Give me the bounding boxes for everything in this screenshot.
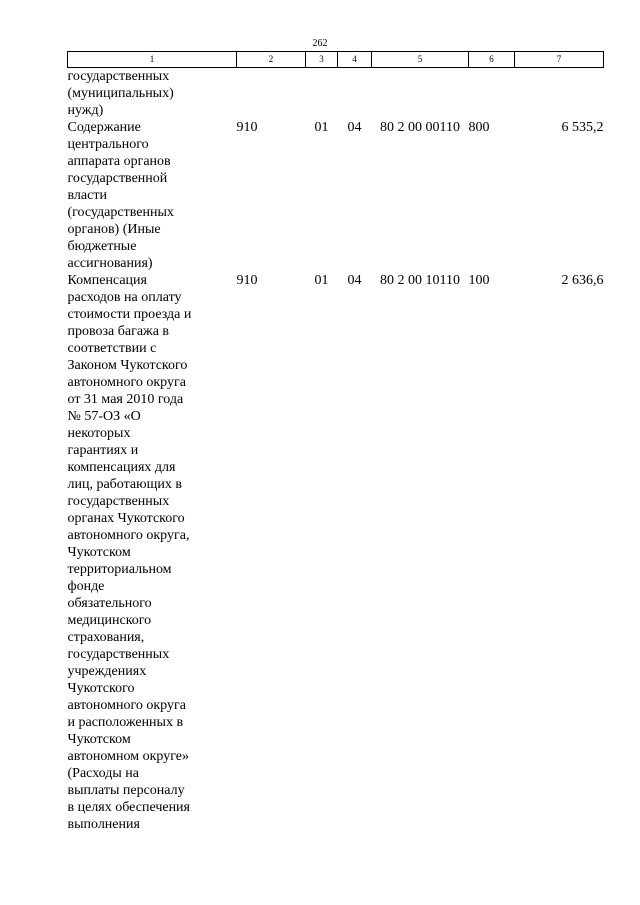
expense-name-line: государственной — [67, 171, 168, 186]
expense-name-line: медицинского — [67, 613, 152, 628]
table-row — [68, 119, 604, 272]
expense-name-line: автономном округе» — [67, 749, 189, 764]
target-article-cell: 80 2 00 00110 — [380, 120, 460, 135]
expense-name-line: страхования, — [67, 630, 145, 645]
expense-name-line: стоимости проезда и — [67, 307, 192, 322]
section-code-cell: 01 — [314, 273, 329, 288]
expense-name-line: Компенсация — [67, 273, 147, 288]
ministry-code-cell — [237, 68, 306, 120]
expense-name-line: государственных — [67, 647, 170, 662]
expense-name-line: нужд) — [67, 103, 104, 118]
subsection-code-cell: 04 — [347, 120, 362, 135]
column-header-1: 1 — [68, 52, 237, 68]
expense-name-line: автономного округа, — [67, 528, 190, 543]
amount-cell: 6 535,2 — [561, 120, 604, 135]
expense-name-line: ассигнования) — [67, 256, 153, 271]
expense-name-line: выплаты персоналу — [67, 783, 185, 798]
expense-name-line: № 57-ОЗ «О — [67, 409, 141, 424]
amount-cell: 2 636,6 — [561, 273, 604, 288]
expense-type-cell: 800 — [468, 120, 490, 135]
expense-name-line: обязательного — [67, 596, 152, 611]
expense-name-line: компенсациях для — [67, 460, 176, 475]
expense-name-line: учреждениях — [67, 664, 147, 679]
expense-name-line: Содержание — [67, 120, 141, 135]
expense-name-cell — [68, 272, 237, 833]
expense-name-line: и расположенных в — [67, 715, 184, 730]
expense-name-line: Чукотском — [67, 545, 131, 560]
expense-type-cell: 100 — [468, 273, 490, 288]
section-code-cell — [306, 68, 338, 120]
expense-name-line: бюджетные — [67, 239, 137, 254]
subsection-code-cell: 04 — [347, 273, 362, 288]
expense-name-line: (государственных — [67, 205, 174, 220]
expense-name-line: автономного округа — [67, 375, 186, 390]
ministry-code-cell: 910 — [236, 273, 258, 288]
table-row — [68, 68, 604, 120]
expense-name-line: государственных — [67, 494, 170, 509]
expense-name-line: аппарата органов — [67, 154, 171, 169]
column-header-3: 3 — [306, 52, 338, 68]
expense-name-line: фонде — [67, 579, 105, 594]
expense-name-line: Законом Чукотского — [67, 358, 188, 373]
column-header-7: 7 — [515, 52, 604, 68]
expense-name-line: органов) (Иные — [67, 222, 161, 237]
expense-name-line: в целях обеспечения — [67, 800, 190, 815]
expense-name-cell — [68, 68, 237, 120]
expense-name-line: выполнения — [67, 817, 140, 832]
expense-name-line: центрального — [67, 137, 149, 152]
page-number: 262 — [312, 38, 328, 49]
expense-name-line: соответствии с — [67, 341, 157, 356]
ministry-code-cell: 910 — [236, 120, 258, 135]
subsection-code-cell — [338, 68, 372, 120]
target-article-cell — [372, 68, 469, 120]
expense-name-line: Чукотского — [67, 681, 135, 696]
expense-name-line: расходов на оплату — [67, 290, 182, 305]
expense-name-line: гарантиях и — [67, 443, 139, 458]
expense-name-line: власти — [67, 188, 107, 203]
expense-type-cell — [469, 68, 515, 120]
column-header-6: 6 — [469, 52, 515, 68]
expense-name-line: автономного округа — [67, 698, 186, 713]
expense-name-line: Чукотском — [67, 732, 131, 747]
target-article-cell: 80 2 00 10110 — [380, 273, 460, 288]
expense-name-line: (Расходы на — [67, 766, 139, 781]
column-header-2: 2 — [237, 52, 306, 68]
column-header-5: 5 — [372, 52, 469, 68]
amount-cell — [515, 68, 604, 120]
expense-name-line: некоторых — [67, 426, 131, 441]
expense-name-line: государственных — [67, 69, 170, 84]
column-header-4: 4 — [338, 52, 372, 68]
expense-name-line: органах Чукотского — [67, 511, 185, 526]
section-code-cell: 01 — [314, 120, 329, 135]
expense-name-line: лиц, работающих в — [67, 477, 182, 492]
budget-table — [67, 51, 604, 833]
table-body — [68, 68, 604, 834]
expense-name-line: (муниципальных) — [67, 86, 174, 101]
expense-name-line: провоза багажа в — [67, 324, 170, 339]
expense-name-line: территориальном — [67, 562, 172, 577]
column-number-header — [68, 52, 604, 68]
expense-name-line: от 31 мая 2010 года — [67, 392, 184, 407]
table-row — [68, 272, 604, 833]
expense-name-cell — [68, 119, 237, 272]
